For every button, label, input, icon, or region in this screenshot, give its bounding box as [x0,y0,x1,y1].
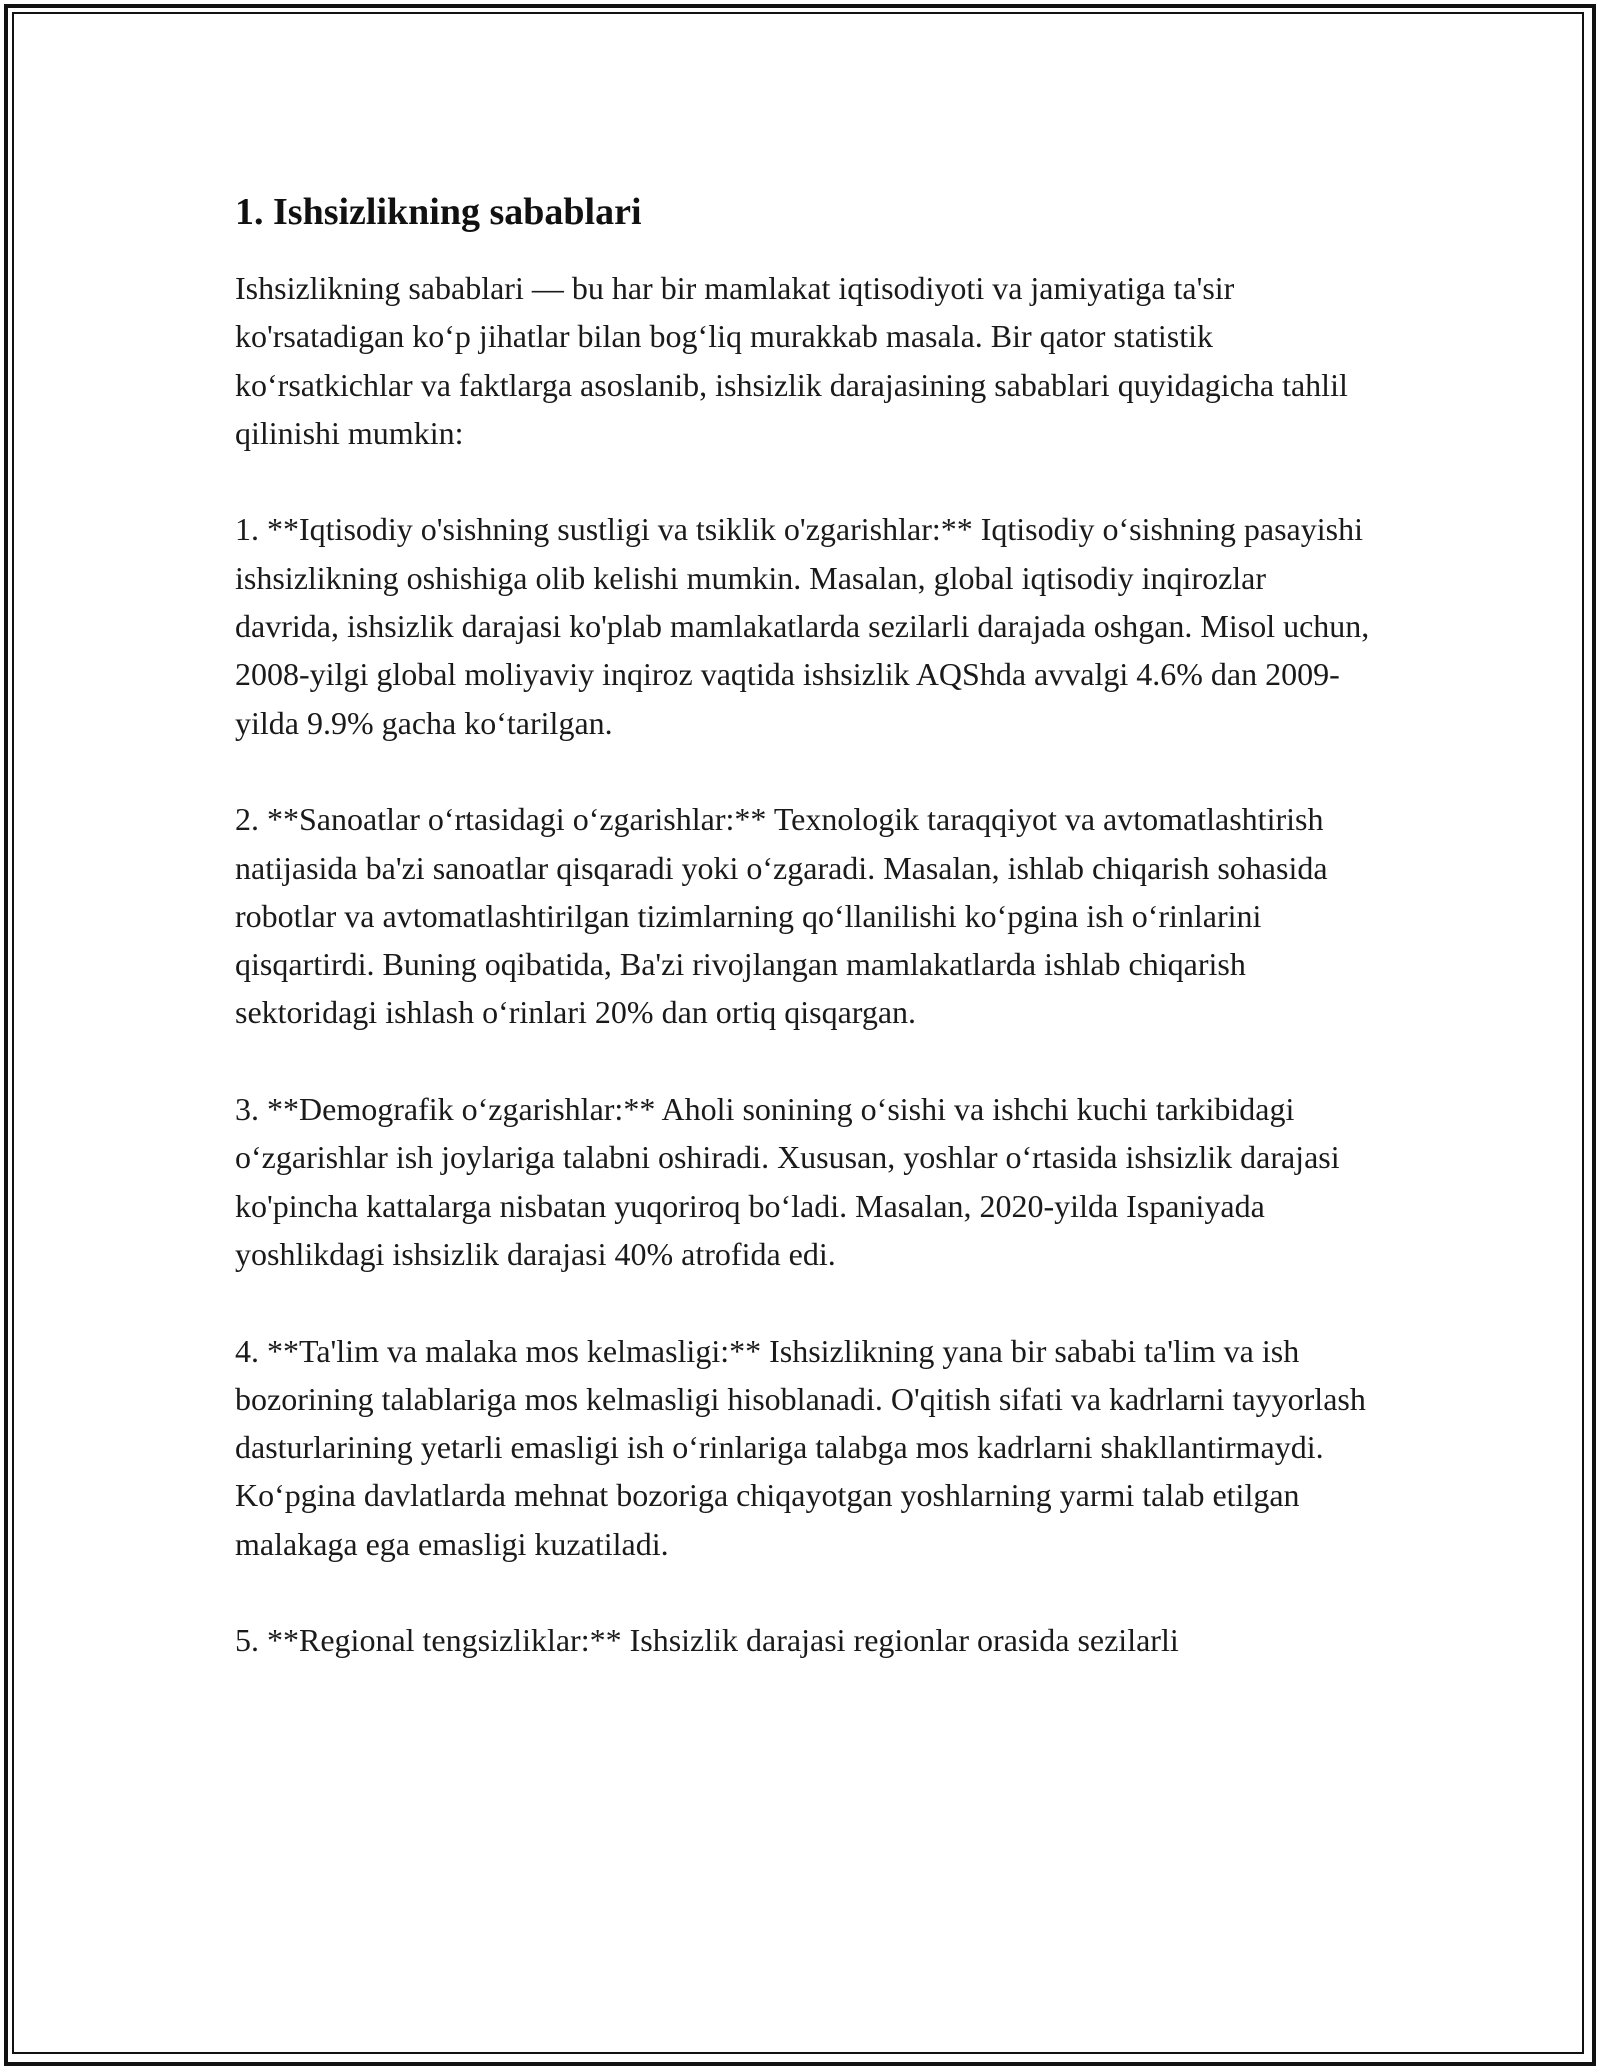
list-item-1: 1. **Iqtisodiy o'sishning sustligi va tsiklik o'zgarishlar:** Iqtisodiy oʻsishning pasayishi ishsizlikning oshishiga olib kelishi mumkin. Masalan, global iqtisodiy inqirozlar davrida, ishsizlik darajasi ko'plab mamlakatlarda sezilarli darajada oshgan. Misol uchun, 2008-yilgi global moliyaviy inqiroz vaqtida ishsizlik AQShda avvalgi 4.6% dan 2009-yilda 9.9% gacha koʻtarilgan. [235,511,1370,741]
document-body [235,188,1375,1713]
page-title: 1. Ishsizlikning sabablari [235,191,642,233]
list-item-5: 5. **Regional tengsizliklar:** Ishsizlik darajasi regionlar orasida sezilarli [235,1622,1179,1659]
list-item-3: 3. **Demografik oʻzgarishlar:** Aholi sonining oʻsishi va ishchi kuchi tarkibidagi oʻzgarishlar ish joylariga talabni oshiradi. Xususan, yoshlar oʻrtasida ishsizlik darajasi ko'pincha kattalarga nisbatan yuqoriroq boʻladi. Masalan, 2020-yilda Ispaniyada yoshlikdagi ishsizlik darajasi 40% atrofida edi. [235,1091,1340,1272]
list-item-4: 4. **Ta'lim va malaka mos kelmasligi:** Ishsizlikning yana bir sababi ta'lim va ish bozorining talablariga mos kelmasligi hisoblanadi. O'qitish sifati va kadrlarni tayyorlash dasturlarining yetarli emasligi ish oʻrinlariga talabga mos kadrlarni shakllantirmaydi. Koʻpgina davlatlarda mehnat bozoriga chiqayotgan yoshlarning yarmi talab etilgan malakaga ega emasligi kuzatiladi. [235,1332,1366,1562]
list-item-2: 2. **Sanoatlar oʻrtasidagi oʻzgarishlar:** Texnologik taraqqiyot va avtomatlashtirish natijasida ba'zi sanoatlar qisqaradi yoki oʻzgaradi. Masalan, ishlab chiqarish sohasida robotlar va avtomatlashtirilgan tizimlarning qoʻllanilishi koʻpgina ish oʻrinlarini qisqartirdi. Buning oqibatida, Ba'zi rivojlangan mamlakatlarda ishlab chiqarish sektoridagi ishlash oʻrinlari 20% dan ortiq qisqargan. [235,801,1328,1031]
intro-paragraph: Ishsizlikning sabablari — bu har bir mamlakat iqtisodiyoti va jamiyatiga ta'sir ko'rsatadigan koʻp jihatlar bilan bogʻliq murakkab masala. Bir qator statistik koʻrsatkichlar va faktlarga asoslanib, ishsizlik darajasining sabablari quyidagicha tahlil qilinishi mumkin: [235,270,1348,451]
